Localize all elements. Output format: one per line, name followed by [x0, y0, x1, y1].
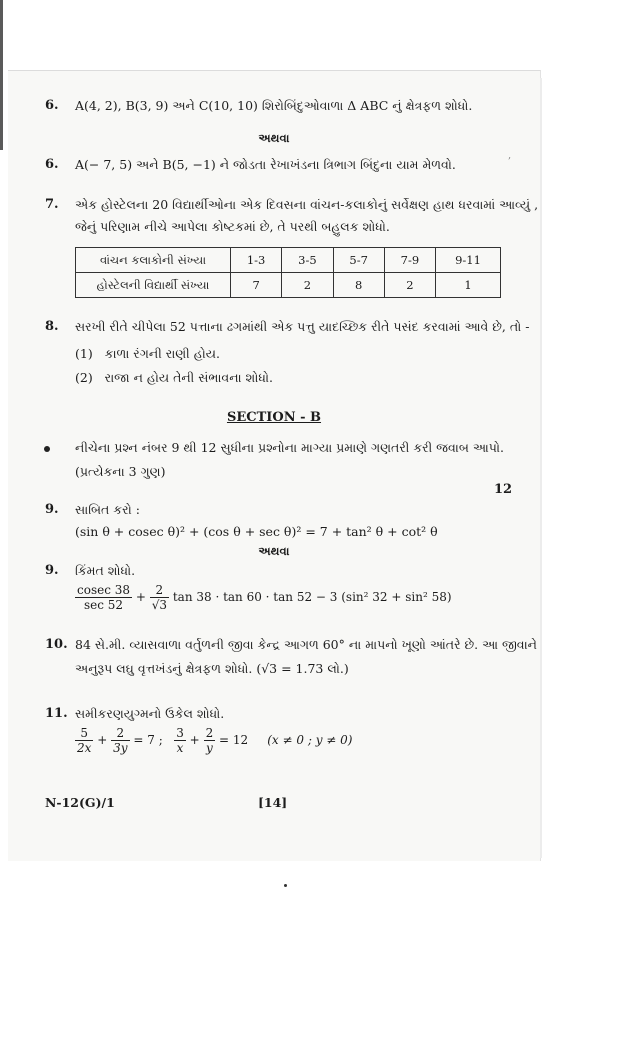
left-edge-bar: [0, 0, 3, 150]
section-marks: 12: [494, 482, 513, 497]
q11-line1: સમીકરણયુગ્મનો ઉકેલ શોધો.: [75, 706, 225, 721]
q7-line2: જેનું પરિણામ નીચે આપેલા કોષ્ટકમાં છે, તે પરથી બહુલક શોધો.: [75, 219, 390, 234]
stray-mark: ,: [508, 150, 512, 161]
fraction: $\frac{2}{3y}$: [113, 726, 128, 755]
q10-line1: 84 સે.મી. વ્યાસવાળા વર્તુળની જીવા કેન્દ્ર આગળ 60° ના માપનો ખૂણો આંતરે છે. આ જીવાને: [75, 637, 537, 652]
table-row: [76, 248, 501, 273]
table-cell: 9-11: [436, 248, 501, 273]
q8-sub1: (1) કાળા રંગની રાણી હોય.: [75, 346, 220, 361]
section-heading: SECTION - B: [226, 410, 322, 425]
q8-text: સરખી રીતે ચીપેલા 52 પત્તાના ઢગમાંથી એક પત્તુ યાદચ્છિક રીતે પસંદ કરવામાં આવે છે, તો -: [75, 319, 530, 334]
table-cell: 1: [436, 273, 501, 298]
or-separator-2: અથવા: [258, 544, 290, 558]
table-cell: 7-9: [384, 248, 435, 273]
q9b-line1: કિંમત શોધો.: [75, 563, 136, 578]
fraction: $\frac{cosec 38}{\sec 52}$: [77, 583, 131, 612]
q11-equations: $\frac{5}{2x}$ + $\frac{2}{3y}$ = 7 ; $\frac{3}{x}$ + $\frac{2}{y}$ = 12 (x ≠ 0 ; y ≠ 0): [77, 726, 353, 755]
q9a-number: 9.: [45, 502, 59, 517]
instruction-line1: નીચેના પ્રશ્ન નંબર 9 થી 12 સુધીના પ્રશ્નોના માગ્યા પ્રમાણે ગણતરી કરી જવાબ આપો.: [75, 440, 504, 455]
table-cell: 1-3: [231, 248, 282, 273]
q9b-expression: $\frac{cosec 38}{\sec 52}$ + $\frac{2}{√3}$ tan 38 · tan 60 · tan 52 − 3 (sin² 32 + sin² 58): [77, 583, 452, 612]
paper-code: N-12(G)/1: [45, 795, 115, 810]
fraction: $\frac{5}{2x}$: [77, 726, 92, 755]
table-cell: હોસ્ટેલની વિદ્યાર્થી સંખ્યા: [76, 273, 231, 298]
q8-number: 8.: [45, 319, 59, 334]
page-shadow: [540, 78, 542, 858]
q7-number: 7.: [45, 197, 59, 212]
q6b-text: A(− 7, 5) અને B(5, −1) ને જોડતા રેખાખંડના ત્રિભાગ બિંદુના યામ મેળવો.: [75, 157, 456, 172]
q6b-number: 6.: [45, 157, 59, 172]
frequency-table: [75, 247, 501, 298]
table-cell: 2: [282, 273, 333, 298]
bullet-icon: [44, 446, 50, 452]
q8-sub2: (2) રાજા ન હોય તેની સંભાવના શોધો.: [75, 370, 273, 385]
q7-line1: એક હોસ્ટેલના 20 વિદ્યાર્થીઓના એક દિવસના વાંચન-કલાકોનું સર્વેક્ષણ હાથ ધરવામાં આવ્યું ,: [75, 197, 539, 212]
table-cell: 5-7: [333, 248, 384, 273]
table-cell: વાંચન કલાકોની સંખ્યા: [76, 248, 231, 273]
page-number: [14]: [258, 795, 288, 810]
table-cell: 2: [384, 273, 435, 298]
fraction: $\frac{3}{x}$: [176, 726, 184, 755]
or-separator-1: અથવા: [258, 131, 290, 145]
q9a-identity: (sin θ + cosec θ)² + (cos θ + sec θ)² = 7 + tan² θ + cot² θ: [75, 524, 438, 539]
q11-number: 11.: [45, 706, 68, 721]
table-cell: 3-5: [282, 248, 333, 273]
stray-dot: [284, 884, 287, 887]
table-row: [76, 273, 501, 298]
q9a-line1: સાબિત કરો :: [75, 502, 140, 517]
instruction-line2: (પ્રત્યેકના 3 ગુણ): [75, 464, 166, 479]
table-cell: 8: [333, 273, 384, 298]
table-cell: 7: [231, 273, 282, 298]
q6a-text: A(4, 2), B(3, 9) અને C(10, 10) શિરોબિંદુઓવાળા Δ ABC નું ક્ષેત્રફળ શોધો.: [75, 98, 473, 113]
q10-line2: અનુરૂપ લઘુ વૃત્તખંડનું ક્ષેત્રફળ શોધો. (√3 = 1.73 લો.): [75, 661, 349, 676]
fraction: $\frac{2}{y}$: [205, 726, 214, 755]
q10-number: 10.: [45, 637, 68, 652]
q6a-number: 6.: [45, 98, 59, 113]
q9b-number: 9.: [45, 563, 59, 578]
fraction: $\frac{2}{√3}$: [151, 583, 168, 612]
